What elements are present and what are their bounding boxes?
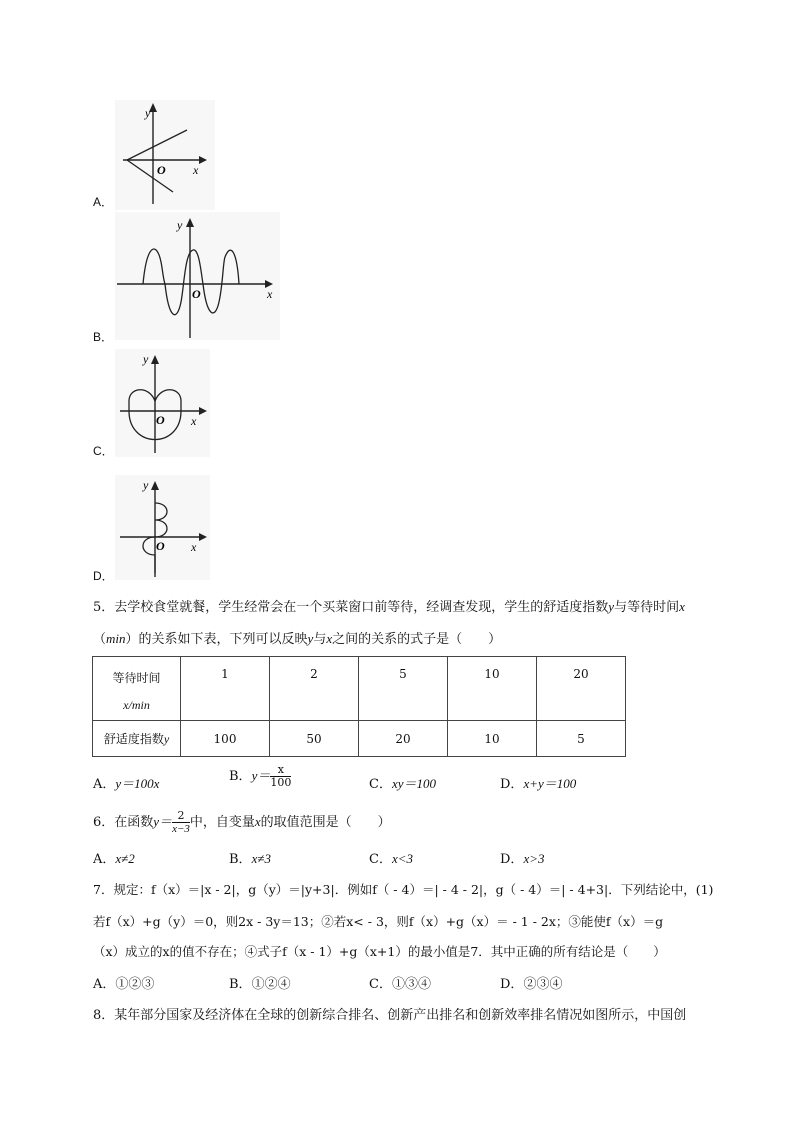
y-axis-label: y [177,218,183,232]
q5-choice-a[interactable]: A．y＝100x [93,776,160,792]
x-axis-label: x [191,414,197,428]
q7-stem-line1: 7．规定：f（x）＝|x - 2|，g（y）＝|y+3|．例如f（ - 4）＝| - 4 - 2|，g（ - 4）＝| - 4+3|．下列结论中，(1) [93,882,714,897]
q7-stem-line2: 若f（x）+g（y）＝0，则2x - 3y＝13；②若x< - 3，则f（x）+g（x）＝ - 1 - 2x；③能使f（x）＝g [93,914,664,929]
option-a-graph [115,100,215,210]
q6-choice-a[interactable]: A．x≠2 [93,851,135,867]
table-cell: 10 [448,657,537,721]
origin-label: O [156,413,165,427]
table-row [93,657,626,721]
table-cell: 50 [270,721,359,757]
table-cell: 100 [181,721,270,757]
origin-label: O [157,163,166,177]
option-d-graph [115,475,210,580]
q7-choice-c[interactable]: C．①③④ [369,977,431,992]
option-c-graph [115,349,210,457]
q6-choice-b[interactable]: B．x≠3 [229,851,271,867]
table-cell: 1 [181,657,270,721]
option-b-graph [115,212,280,340]
q6-choice-c[interactable]: C．x<3 [369,851,413,867]
graph-a-svg [115,100,215,210]
q5-choice-c[interactable]: C．xy＝100 [369,776,436,792]
q6-choice-d[interactable]: D．x>3 [500,851,545,867]
table-row [93,721,626,757]
option-c-label: C． [93,444,114,458]
q7-choice-a[interactable]: A．①②③ [93,977,155,992]
table-cell: 10 [448,721,537,757]
q7-choice-d[interactable]: D．②③④ [500,977,563,992]
table-cell: 20 [359,721,448,757]
option-b-label: B． [93,330,114,344]
y-axis-label: y [145,106,151,120]
origin-label: O [156,539,165,553]
fraction: $\frac{x}{100}$ [270,763,292,789]
y-axis-label: y [143,478,149,492]
table-header-wait-time: 等待时间 x/min [93,657,181,721]
y-axis-label: y [143,352,149,366]
q7-choice-b[interactable]: B．①②④ [229,977,291,992]
q5-choice-b[interactable]: B．y＝ $\frac{x}{100}$ [229,763,292,789]
fraction: $\frac{2}{x-3}$ [172,809,190,835]
q5-data-table [92,656,626,757]
x-axis-label: x [193,163,199,177]
q5-stem-line1: 5．去学校食堂就餐，学生经常会在一个买菜窗口前等待，经调查发现，学生的舒适度指数y与等待时间x [93,599,685,615]
q5-choice-d[interactable]: D．x+y＝100 [500,776,577,792]
q8-stem-line1: 8．某年部分国家及经济体在全球的创新综合排名、创新产出排名和创新效率排名情况如图所示，中国创 [93,1008,687,1023]
graph-d-svg [115,475,210,580]
option-d-label: D． [93,569,114,583]
table-cell: 20 [537,657,626,721]
x-axis-label: x [191,540,197,554]
table-cell: 5 [537,721,626,757]
origin-label: O [192,287,201,301]
x-axis-label: x [267,287,273,301]
q5-stem-line2: （min）的关系如下表，下列可以反映y与x之间的关系的式子是（ ） [93,631,502,647]
option-a-label: A． [93,195,114,209]
graph-c-svg [115,349,210,457]
table-header-comfort-index: 舒适度指数y [93,721,181,757]
table-cell: 5 [359,657,448,721]
table-cell: 2 [270,657,359,721]
q7-stem-line3: （x）成立的x的值不存在；④式子f（x - 1）+g（x+1）的最小值是7．其中正确的所有结论是（ ） [93,944,666,959]
q6-stem: 6．在函数y＝ $\frac{2}{x-3}$中，自变量x的取值范围是（ ） [93,809,391,835]
graph-b-svg [115,212,280,340]
